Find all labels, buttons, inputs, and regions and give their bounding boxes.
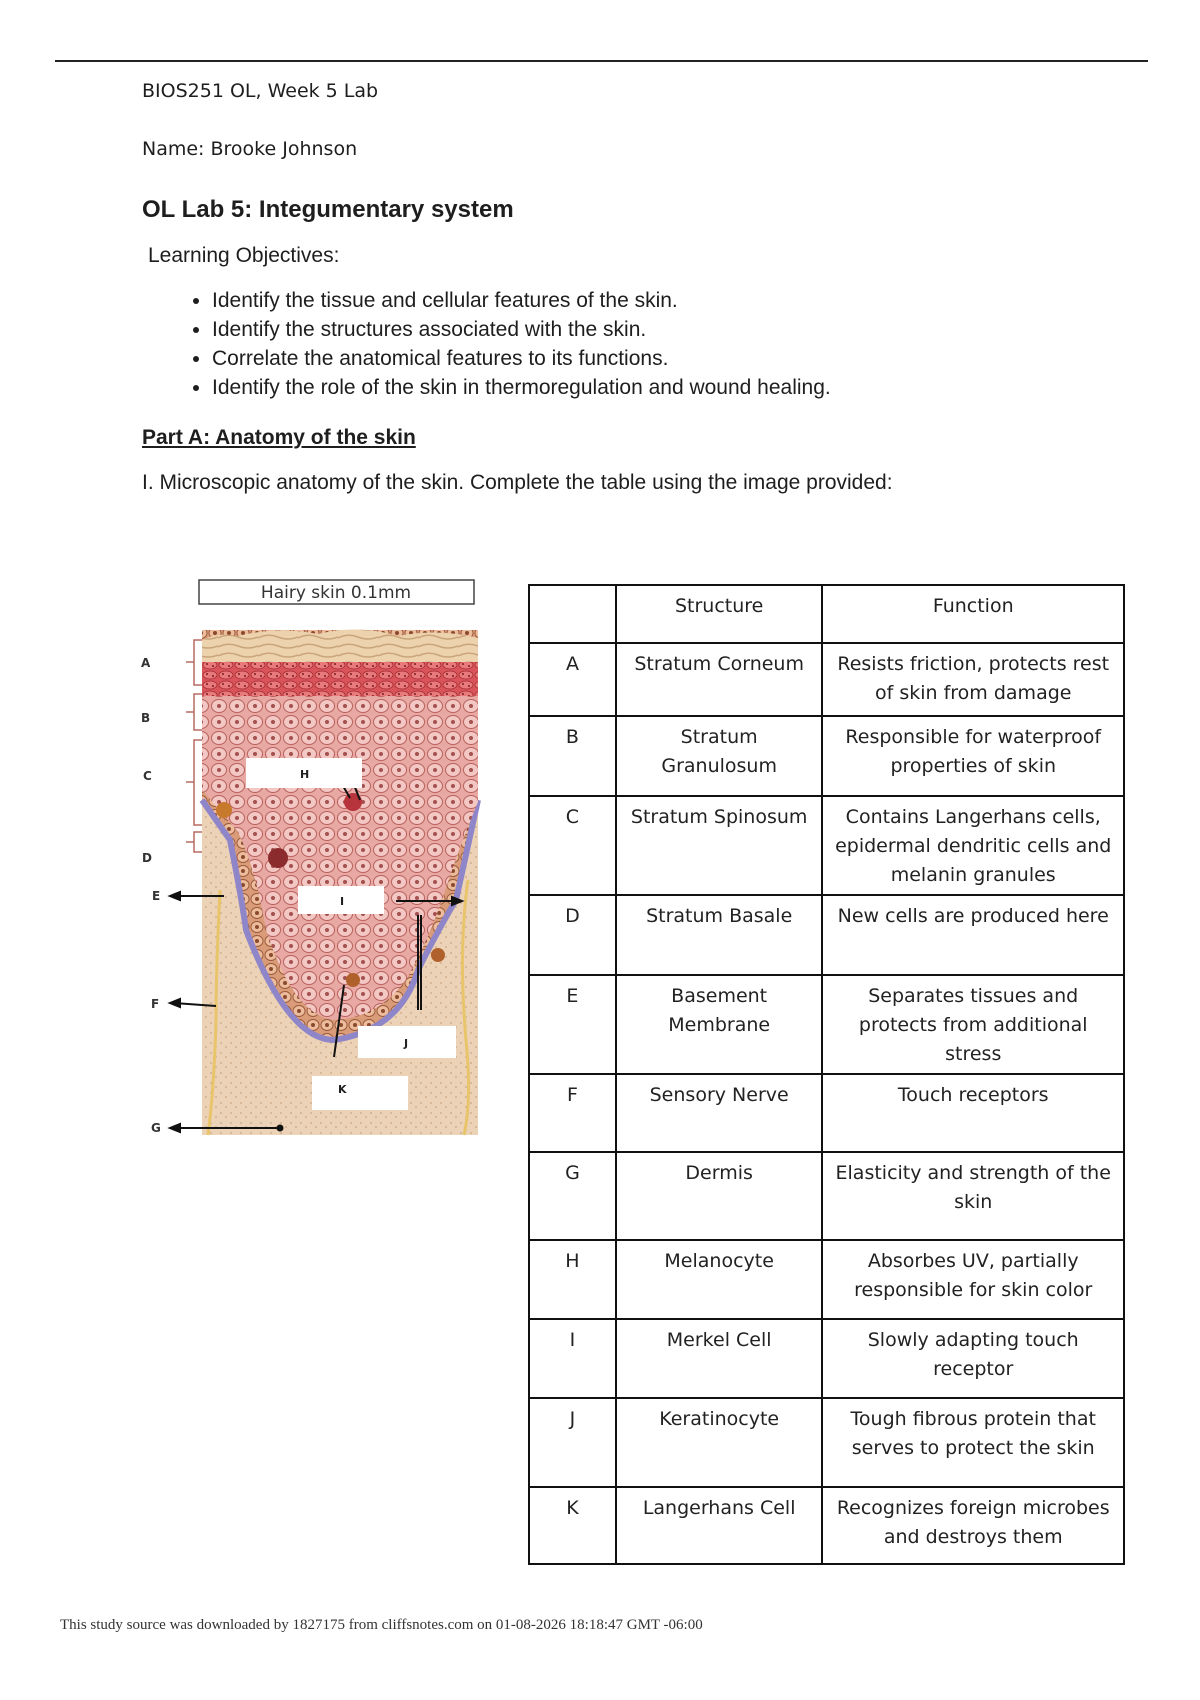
objective-item: • Identify the structures associated with the skin. <box>212 315 831 344</box>
row-structure: Langerhans Cell <box>616 1487 823 1564</box>
diagram-label-b: B <box>141 711 151 725</box>
row-structure: Stratum Granulosum <box>616 716 823 796</box>
table-row <box>529 1319 1124 1398</box>
part-a-instruction: I. Microscopic anatomy of the skin. Complete the table using the image provided: <box>142 471 893 494</box>
row-letter: A <box>529 643 616 716</box>
table-row <box>529 1240 1124 1319</box>
header-rule <box>55 60 1148 62</box>
diagram-label-g: G <box>151 1121 161 1135</box>
diagram-label-c: C <box>143 769 152 783</box>
table-header-row <box>529 585 1124 643</box>
skin-diagram-illustration <box>138 570 498 1150</box>
part-a-heading: Part A: Anatomy of the skin <box>142 426 416 449</box>
row-structure: Sensory Nerve <box>616 1074 823 1152</box>
diagram-label-k: K <box>338 1083 347 1096</box>
table-row <box>529 796 1124 895</box>
row-function: Responsible for waterproof properties of skin <box>822 716 1124 796</box>
table-row <box>529 975 1124 1074</box>
structure-function-table <box>528 584 1125 1565</box>
row-structure: Keratinocyte <box>616 1398 823 1487</box>
table-row <box>529 1152 1124 1240</box>
objectives-heading: Learning Objectives: <box>148 244 340 267</box>
row-letter: F <box>529 1074 616 1152</box>
row-letter: J <box>529 1398 616 1487</box>
course-header: BIOS251 OL, Week 5 Lab <box>142 80 379 102</box>
objective-item: • Correlate the anatomical features to its functions. <box>212 344 831 373</box>
table-header-blank <box>529 585 616 643</box>
table-row <box>529 895 1124 975</box>
diagram-label-d: D <box>142 851 152 865</box>
row-structure: Stratum Basale <box>616 895 823 975</box>
skin-diagram <box>138 570 498 1150</box>
diagram-label-h: H <box>300 768 310 781</box>
diagram-label-e: E <box>152 889 161 903</box>
table-row <box>529 1074 1124 1152</box>
row-function: Separates tissues and protects from additional stress <box>822 975 1124 1074</box>
student-name: Name: Brooke Johnson <box>142 138 358 160</box>
row-letter: D <box>529 895 616 975</box>
row-letter: E <box>529 975 616 1074</box>
table-header-structure: Structure <box>616 585 823 643</box>
row-letter: K <box>529 1487 616 1564</box>
row-function: Touch receptors <box>822 1074 1124 1152</box>
diagram-label-a: A <box>141 656 151 670</box>
row-function: New cells are produced here <box>822 895 1124 975</box>
row-structure: Melanocyte <box>616 1240 823 1319</box>
row-structure: Stratum Spinosum <box>616 796 823 895</box>
diagram-title: Hairy skin 0.1mm <box>260 583 412 603</box>
row-letter: B <box>529 716 616 796</box>
objective-item: • Identify the tissue and cellular features of the skin. <box>212 286 831 315</box>
row-structure: Merkel Cell <box>616 1319 823 1398</box>
table-row <box>529 1398 1124 1487</box>
row-function: Elasticity and strength of the skin <box>822 1152 1124 1240</box>
row-letter: H <box>529 1240 616 1319</box>
row-structure: Basement Membrane <box>616 975 823 1074</box>
objective-item: • Identify the role of the skin in thermoregulation and wound healing. <box>212 373 831 402</box>
download-footer: This study source was downloaded by 1827175 from cliffsnotes.com on 01-08-2026 18:18:47 GMT -06:00 <box>60 1617 703 1633</box>
row-function: Tough fibrous protein that serves to protect the skin <box>822 1398 1124 1487</box>
diagram-label-f: F <box>151 997 160 1011</box>
diagram-label-i: I <box>340 895 345 908</box>
objectives-list <box>170 286 831 402</box>
row-function: Recognizes foreign microbes and destroys them <box>822 1487 1124 1564</box>
row-function: Absorbes UV, partially responsible for skin color <box>822 1240 1124 1319</box>
row-letter: G <box>529 1152 616 1240</box>
row-structure: Dermis <box>616 1152 823 1240</box>
table-header-function: Function <box>822 585 1124 643</box>
row-letter: C <box>529 796 616 895</box>
diagram-label-j: J <box>404 1037 409 1050</box>
row-function: Contains Langerhans cells, epidermal dendritic cells and melanin granules <box>822 796 1124 895</box>
table-row <box>529 716 1124 796</box>
table-row <box>529 1487 1124 1564</box>
row-function: Resists friction, protects rest of skin from damage <box>822 643 1124 716</box>
page-title: OL Lab 5: Integumentary system <box>142 196 514 223</box>
row-structure: Stratum Corneum <box>616 643 823 716</box>
row-letter: I <box>529 1319 616 1398</box>
table-row <box>529 643 1124 716</box>
row-function: Slowly adapting touch receptor <box>822 1319 1124 1398</box>
